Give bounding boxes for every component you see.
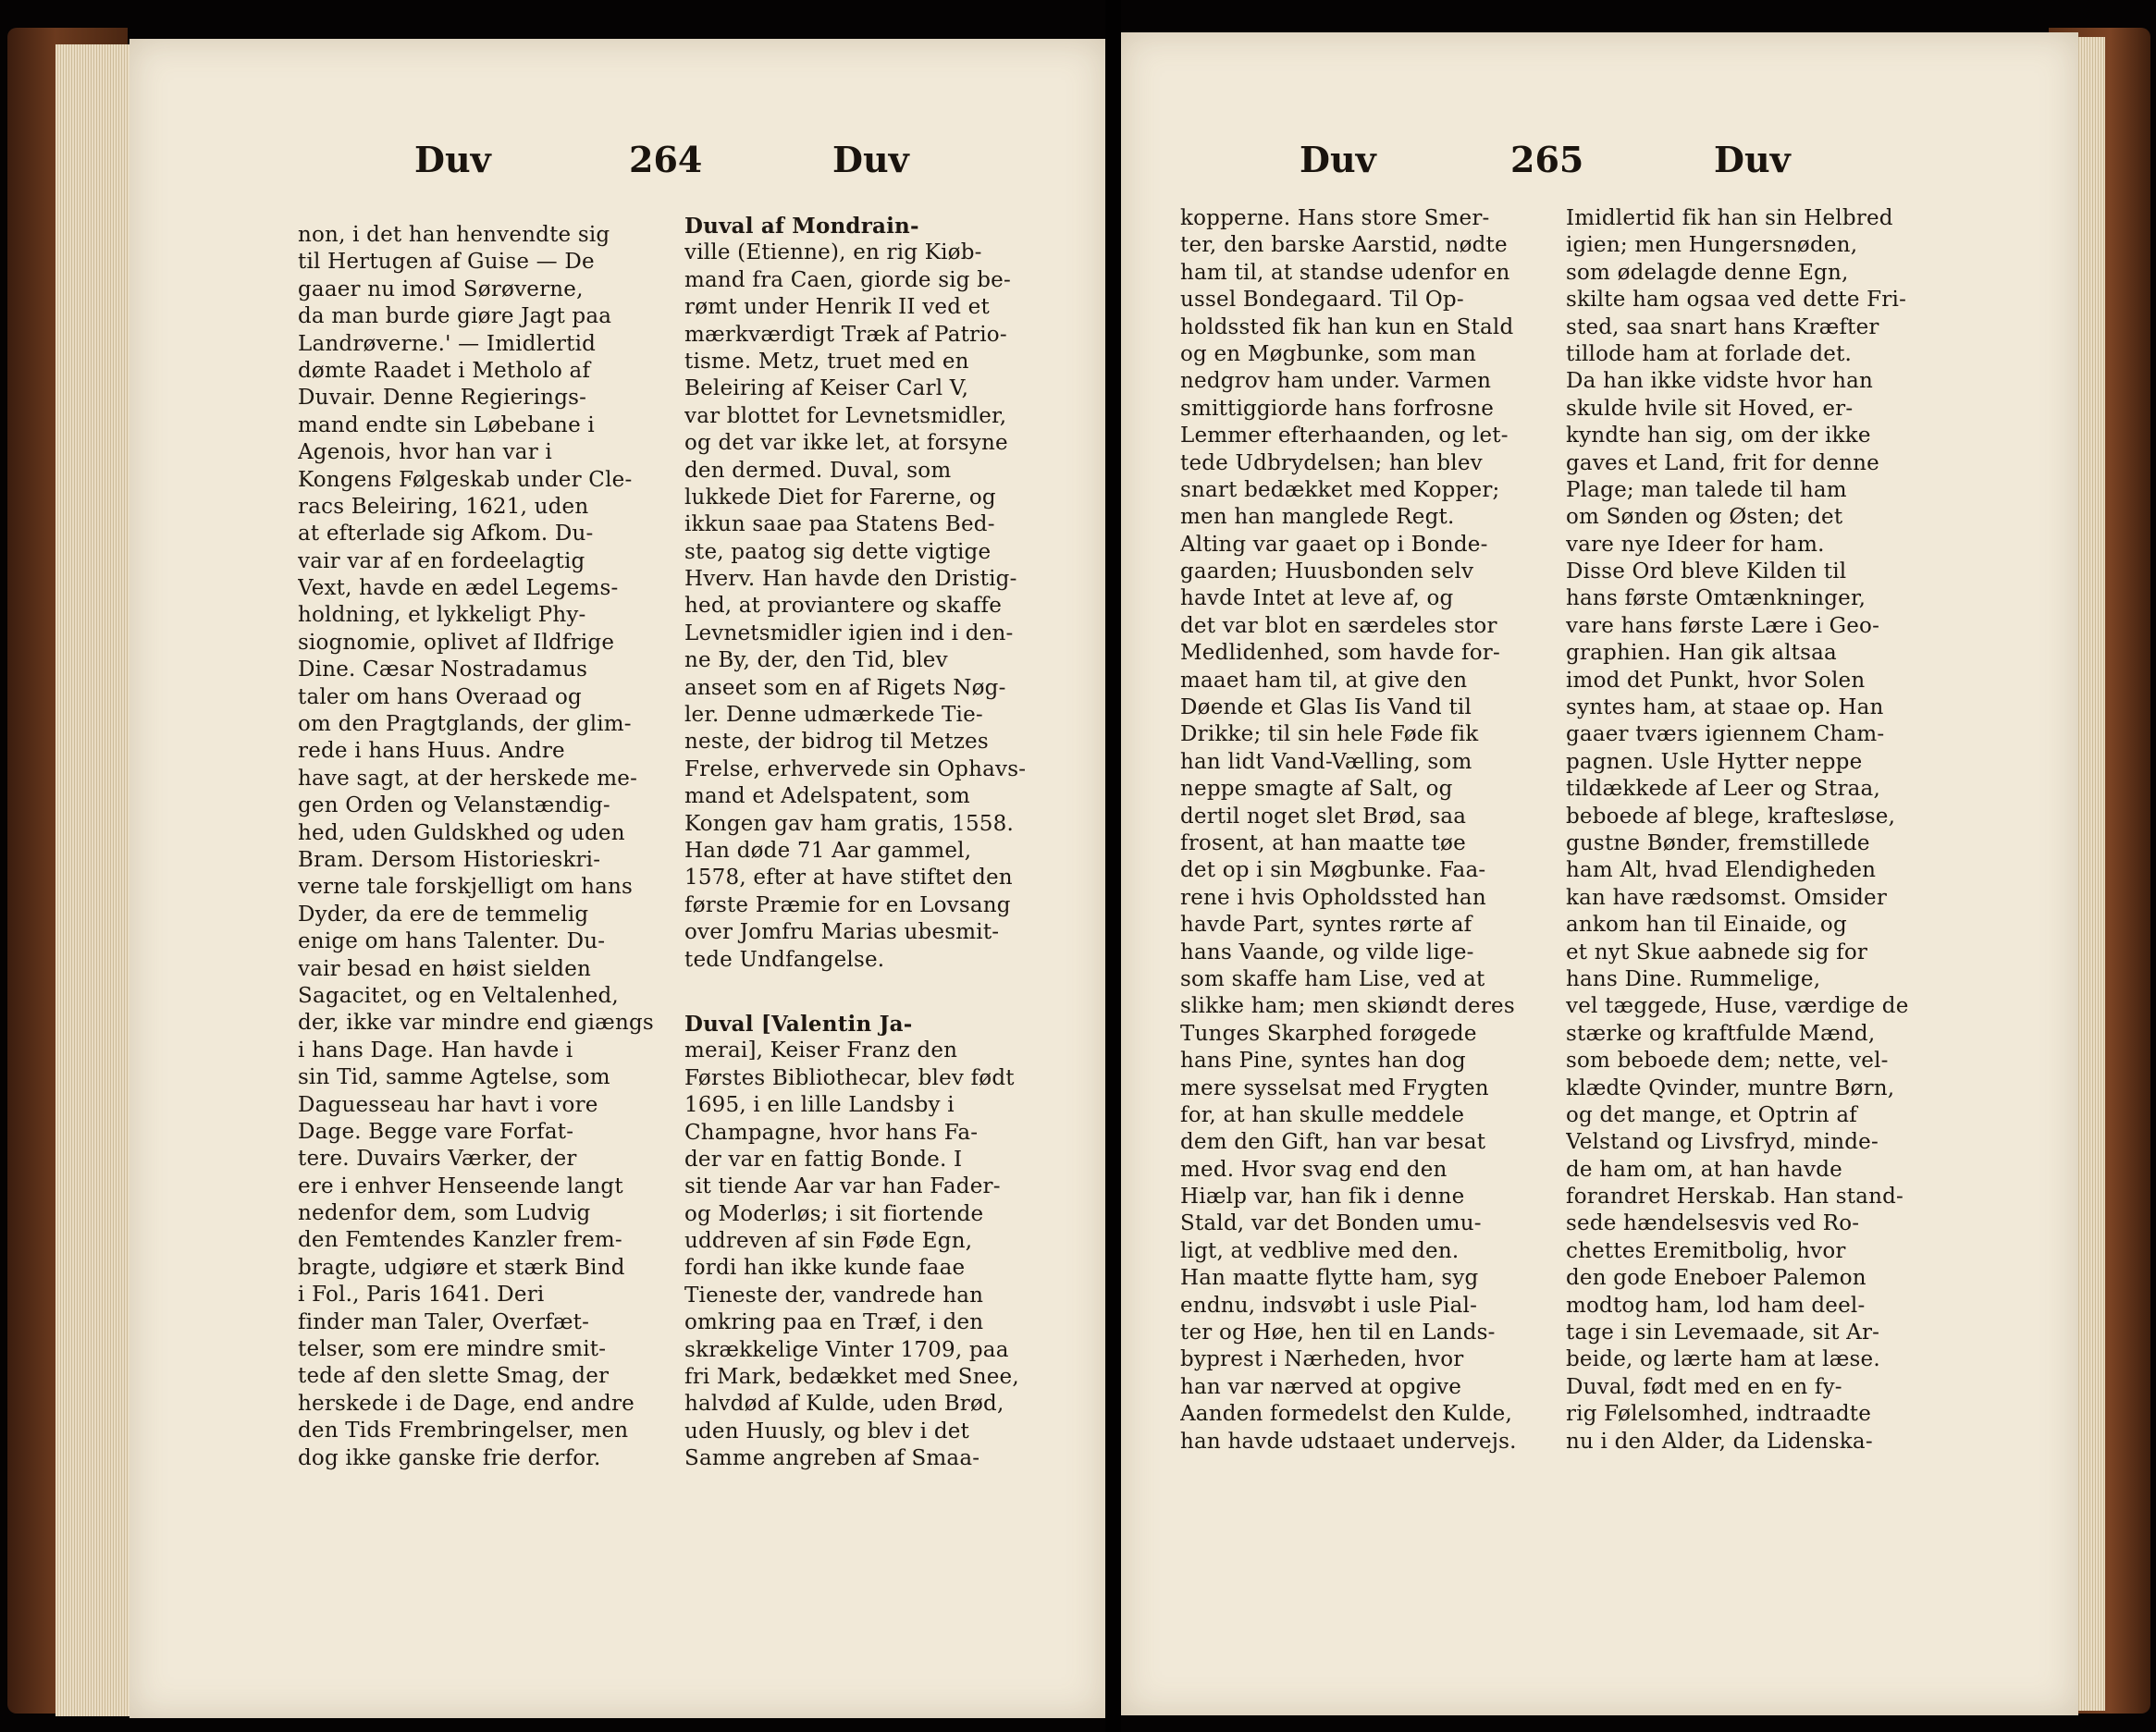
text-line: stærke og kraftfulde Mænd, [1566, 1021, 1876, 1046]
text-line: til Hertugen af Guise — De [298, 250, 595, 275]
text-line: mærkværdigt Træk af Patrio- [684, 322, 1007, 347]
text-line: at efterlade sig Afkom. Du- [298, 522, 594, 547]
text-line: pagnen. Usle Hytter neppe [1566, 749, 1863, 774]
text-line: enige om hans Talenter. Du- [298, 929, 606, 954]
text-line: 1578, efter at have stiftet den [684, 866, 1013, 891]
text-line: finder man Taler, Overfæt- [298, 1309, 590, 1334]
text-line: skilte ham ogsaa ved dette Fri- [1566, 288, 1907, 313]
text-line: bragte, udgiøre et stærk Bind [298, 1255, 625, 1280]
text-line: et nyt Skue aabnede sig for [1566, 940, 1868, 964]
text-line: ankom han til Einaide, og [1566, 913, 1847, 938]
text-line: modtog ham, lod ham deel- [1566, 1293, 1866, 1318]
text-line: rømt under Henrik II ved et [684, 295, 990, 320]
text-line: nedgrov ham under. Varmen [1180, 369, 1492, 394]
text-line: Velstand og Livsfryd, minde- [1566, 1130, 1879, 1155]
text-line: dem den Gift, han var besat [1180, 1130, 1486, 1155]
text-line: Dine. Cæsar Nostradamus [298, 657, 588, 682]
text-line: Duval af Mondrain- [684, 214, 919, 239]
text-line: og det mange, et Optrin af [1566, 1102, 1857, 1127]
text-line: hed, at proviantere og skaffe [684, 594, 1003, 619]
text-line: frosent, at han maatte tøe [1180, 830, 1466, 855]
text-line: Duvair. Denne Regierings- [298, 386, 587, 411]
text-line: Kongens Følgeskab under Cle- [298, 467, 633, 492]
text-line: endnu, indsvøbt i usle Pial- [1180, 1293, 1478, 1318]
text-line: racs Beleiring, 1621, uden [298, 494, 589, 519]
right-page-column-1 [1180, 205, 1536, 1456]
text-line: Hiælp var, han fik i denne [1180, 1185, 1465, 1210]
text-line: som ødelagde denne Egn, [1566, 260, 1849, 285]
text-line: ikkun saae paa Statens Bed- [684, 512, 995, 537]
text-line: havde Part, syntes rørte af [1180, 913, 1472, 938]
text-line: Alting var gaaet op i Bonde- [1180, 532, 1488, 557]
text-line: det var blot en særdeles stor [1180, 613, 1497, 638]
text-line: kan have rædsomst. Omsider [1566, 885, 1888, 910]
text-line: have sagt, at der herskede me- [298, 766, 638, 791]
text-line: Vext, havde en ædel Legems- [298, 576, 619, 601]
right-header-left-word: Duv [1300, 139, 1376, 180]
text-line: holdssted fik han kun en Stald [1180, 314, 1514, 339]
text-line: Tunges Skarphed forøgede [1180, 1021, 1477, 1046]
text-line: Dage. Begge vare Forfat- [298, 1119, 574, 1144]
text-line: men han manglede Regt. [1180, 505, 1455, 530]
text-line: verne tale forskjelligt om hans [298, 875, 634, 900]
text-line: der var en fattig Bonde. I [684, 1147, 963, 1172]
text-line: i hans Dage. Han havde i [298, 1038, 573, 1063]
text-line: Daguesseau har havt i vore [298, 1092, 598, 1117]
text-line: Døende et Glas Iis Vand til [1180, 695, 1472, 720]
text-line: vare hans første Lære i Geo- [1566, 613, 1880, 638]
text-line: med. Hvor svag end den [1180, 1157, 1448, 1182]
text-line: han var nærved at opgive [1180, 1374, 1462, 1399]
text-line: telser, som ere mindre smit- [298, 1337, 607, 1362]
text-line: ham til, at standse udenfor en [1180, 260, 1510, 285]
text-line: ler. Denne udmærkede Tie- [684, 703, 983, 728]
text-line: og det var ikke let, at forsyne [684, 431, 1008, 456]
text-line: klædte Qvinder, muntre Børn, [1566, 1075, 1895, 1100]
text-line: skrækkelige Vinter 1709, paa [684, 1337, 1009, 1362]
text-line: Disse Ord bleve Kilden til [1566, 559, 1847, 584]
text-line: mere sysselsat med Frygten [1180, 1075, 1489, 1100]
left-page-column-1 [298, 222, 659, 1472]
text-line: den Tids Frembringelser, men [298, 1419, 629, 1443]
text-line: de ham om, at han havde [1566, 1157, 1842, 1182]
text-line: lukkede Diet for Farerne, og [684, 485, 996, 510]
text-line: ne By, der, den Tid, blev [684, 648, 948, 673]
text-line: vair var af en fordeelagtig [298, 548, 585, 573]
text-line: Champagne, hvor hans Fa- [684, 1120, 979, 1145]
text-line: igien; men Hungersnøden, [1566, 233, 1858, 258]
text-line: Han maatte flytte ham, syg [1180, 1266, 1479, 1291]
text-line: vel tæggede, Huse, værdige de [1566, 994, 1909, 1019]
text-line: gaves et Land, frit for denne [1566, 450, 1879, 475]
text-line: Levnetsmidler igien ind i den- [684, 620, 1014, 645]
text-line: sin Tid, samme Agtelse, som [298, 1065, 610, 1090]
text-line: der, ikke var mindre end giængs [298, 1011, 654, 1036]
text-line: Han døde 71 Aar gammel, [684, 838, 972, 863]
text-line: anseet som en af Rigets Nøg- [684, 675, 1006, 700]
text-line: tede Undfangelse. [684, 947, 885, 972]
text-line: tede Udbrydelsen; han blev [1180, 450, 1483, 475]
text-line: ter og Høe, hen til en Lands- [1180, 1320, 1496, 1345]
text-line: Sagacitet, og en Veltalenhed, [298, 983, 619, 1008]
text-line: Kongen gav ham gratis, 1558. [684, 811, 1014, 836]
text-line: over Jomfru Marias ubesmit- [684, 920, 1000, 945]
text-line: ham Alt, hvad Elendigheden [1566, 858, 1877, 883]
text-line: dømte Raadet i Metholo af [298, 358, 591, 383]
text-line: ste, paatog sig dette vigtige [684, 539, 992, 564]
text-line: han havde udstaaet undervejs. [1180, 1429, 1517, 1454]
text-line: kyndte han sig, om der ikke [1566, 424, 1871, 448]
text-line: Plage; man talede til ham [1566, 477, 1847, 502]
text-line: byprest i Nærheden, hvor [1180, 1347, 1464, 1372]
text-line: var blottet for Levnetsmidler, [684, 403, 1007, 428]
text-line: Aanden formedelst den Kulde, [1180, 1402, 1512, 1427]
text-line: hans Dine. Rummelige, [1566, 966, 1821, 991]
text-line: omkring paa en Træf, i den [684, 1310, 984, 1335]
text-line: vare nye Ideer for ham. [1566, 532, 1825, 557]
text-line: hans Vaande, og vilde lige- [1180, 940, 1474, 964]
text-line: for, at han skulle meddele [1180, 1102, 1465, 1127]
text-line: tillode ham at forlade det. [1566, 341, 1853, 366]
text-line: tildækkede af Leer og Straa, [1566, 777, 1880, 802]
text-line: Beleiring af Keiser Carl V, [684, 376, 969, 401]
text-line: som skaffe ham Lise, ved at [1180, 966, 1485, 991]
text-line: ere i enhver Henseende langt [298, 1173, 623, 1198]
text-line: og en Møgbunke, som man [1180, 341, 1476, 366]
text-line: vair besad en høist sielden [298, 956, 592, 981]
text-line: forandret Herskab. Han stand- [1566, 1185, 1903, 1210]
text-line: hed, uden Guldskhed og uden [298, 820, 625, 845]
text-line: den gode Eneboer Palemon [1566, 1266, 1866, 1291]
text-line: nedenfor dem, som Ludvig [298, 1201, 591, 1226]
text-line: hans Pine, syntes han dog [1180, 1049, 1466, 1074]
text-line: Landrøverne.' — Imidlertid [298, 331, 597, 356]
right-header-right-word: Duv [1714, 139, 1791, 180]
text-line: kopperne. Hans store Smer- [1180, 206, 1490, 230]
text-line: gustne Bønder, fremstillede [1566, 830, 1870, 855]
text-line: sit tiende Aar var han Fader- [684, 1174, 1001, 1199]
text-line: Da han ikke vidste hvor han [1566, 369, 1874, 394]
text-line: skulde hvile sit Hoved, er- [1566, 396, 1854, 421]
text-line: Dyder, da ere de temmelig [298, 902, 589, 927]
text-line: i Fol., Paris 1641. Deri [298, 1283, 545, 1308]
text-line: tede af den slette Smag, der [298, 1364, 610, 1389]
text-line: Imidlertid fik han sin Helbred [1566, 206, 1893, 230]
text-line: havde Intet at leve af, og [1180, 586, 1454, 611]
left-header-right-word: Duv [832, 139, 909, 180]
text-line: uden Huusly, og blev i det [684, 1419, 969, 1443]
text-line: fri Mark, bedækket med Snee, [684, 1365, 1019, 1390]
text-line: han lidt Vand-Vælling, som [1180, 749, 1472, 774]
text-line: ville (Etienne), en rig Kiøb- [684, 240, 982, 265]
text-line: tage i sin Levemaade, sit Ar- [1566, 1320, 1880, 1345]
text-line: taler om hans Overaad og [298, 684, 582, 709]
text-line: 1695, i en lille Landsby i [684, 1093, 955, 1118]
text-line: mand fra Caen, giorde sig be- [684, 267, 1011, 292]
text-line: første Præmie for en Lovsang [684, 892, 1011, 917]
text-line: Medlidenhed, som havde for- [1180, 641, 1500, 666]
text-line: Hverv. Han havde den Dristig- [684, 567, 1017, 592]
text-line: tere. Duvairs Værker, der [298, 1147, 577, 1172]
text-line: herskede i de Dage, end andre [298, 1391, 634, 1416]
center-gutter [1105, 0, 1121, 1732]
text-line: holdning, et lykkeligt Phy- [298, 603, 586, 628]
text-line: ter, den barske Aarstid, nødte [1180, 233, 1508, 258]
text-line: rene i hvis Opholdssted han [1180, 885, 1486, 910]
text-line: sted, saa snart hans Kræfter [1566, 314, 1879, 339]
text-line: Duval, født med en en fy- [1566, 1374, 1842, 1399]
text-line: gaaer nu imod Sørøverne, [298, 276, 584, 301]
text-line: merai], Keiser Franz den [684, 1038, 958, 1063]
text-line: Stald, var det Bonden umu- [1180, 1211, 1482, 1236]
text-line: imod det Punkt, hvor Solen [1566, 668, 1866, 693]
text-line: ussel Bondegaard. Til Op- [1180, 288, 1464, 313]
left-page-number: 264 [629, 139, 703, 180]
text-line: rede i hans Huus. Andre [298, 739, 565, 764]
text-line: nu i den Alder, da Lidenska- [1566, 1429, 1873, 1454]
text-line: Bram. Dersom Historieskri- [298, 847, 601, 872]
text-line: siognomie, oplivet af Ildfrige [298, 630, 615, 655]
text-line: Førstes Bibliothecar, blev født [684, 1065, 1015, 1090]
text-line: maaet ham til, at give den [1180, 668, 1468, 693]
text-line: dertil noget slet Brød, saa [1180, 804, 1467, 829]
text-line: hans første Omtænkninger, [1566, 586, 1866, 611]
text-line: fordi han ikke kunde faae [684, 1256, 966, 1281]
text-line: neste, der bidrog til Metzes [684, 730, 989, 755]
text-line: Lemmer efterhaanden, og let- [1180, 424, 1509, 448]
text-line: tisme. Metz, truet med en [684, 349, 969, 374]
text-line: ligt, at vedblive med den. [1180, 1238, 1460, 1263]
text-line: snart bedækket med Kopper; [1180, 477, 1500, 502]
text-line: da man burde giøre Jagt paa [298, 304, 612, 329]
left-header-left-word: Duv [414, 139, 491, 180]
text-line: mand et Adelspatent, som [684, 784, 970, 809]
text-line: Agenois, hvor han var i [298, 440, 552, 465]
text-line: syntes ham, at staae op. Han [1566, 695, 1884, 720]
text-line: uddreven af sin Føde Egn, [684, 1229, 973, 1254]
paragraph-gap [684, 974, 1045, 1011]
text-line: non, i det han henvendte sig [298, 223, 610, 247]
text-line: chettes Eremitbolig, hvor [1566, 1238, 1846, 1263]
text-line: beide, og lærte ham at læse. [1566, 1347, 1880, 1372]
text-line: halvdød af Kulde, uden Brød, [684, 1392, 1004, 1417]
text-line: og Moderløs; i sit fiortende [684, 1201, 984, 1226]
text-line: gaarden; Huusbonden selv [1180, 559, 1474, 584]
text-line: gen Orden og Velanstændig- [298, 793, 610, 818]
text-line: Tieneste der, vandrede han [684, 1283, 984, 1308]
left-page-column-2 [684, 213, 1045, 1473]
text-line: den dermed. Duval, som [684, 458, 952, 483]
text-line: graphien. Han gik altsaa [1566, 641, 1837, 666]
right-page-column-2 [1566, 205, 1927, 1456]
text-line: det op i sin Møgbunke. Faa- [1180, 858, 1486, 883]
text-line: sede hændelsesvis ved Ro- [1566, 1211, 1860, 1236]
text-line: om den Pragtglands, der glim- [298, 712, 632, 737]
text-line: mand endte sin Løbebane i [298, 412, 595, 437]
text-line: smittiggiorde hans forfrosne [1180, 396, 1495, 421]
text-line: som beboede dem; nette, vel- [1566, 1049, 1889, 1074]
text-line: slikke ham; men skiøndt deres [1180, 994, 1515, 1019]
text-line: beboede af blege, kraftesløse, [1566, 804, 1896, 829]
text-line: den Femtendes Kanzler frem- [298, 1228, 622, 1253]
text-line: dog ikke ganske frie derfor. [298, 1445, 601, 1470]
text-line: Frelse, erhvervede sin Ophavs- [684, 756, 1027, 781]
text-line: Samme angreben af Smaa- [684, 1446, 980, 1471]
text-line: Drikke; til sin hele Føde fik [1180, 722, 1479, 747]
text-line: om Sønden og Østen; det [1566, 505, 1843, 530]
text-line: Duval [Valentin Ja- [684, 1011, 913, 1037]
text-line: neppe smagte af Salt, og [1180, 777, 1453, 802]
right-page-number: 265 [1510, 139, 1584, 180]
text-line: rig Følelsomhed, indtraadte [1566, 1402, 1872, 1427]
text-line: gaaer tværs igiennem Cham- [1566, 722, 1885, 747]
